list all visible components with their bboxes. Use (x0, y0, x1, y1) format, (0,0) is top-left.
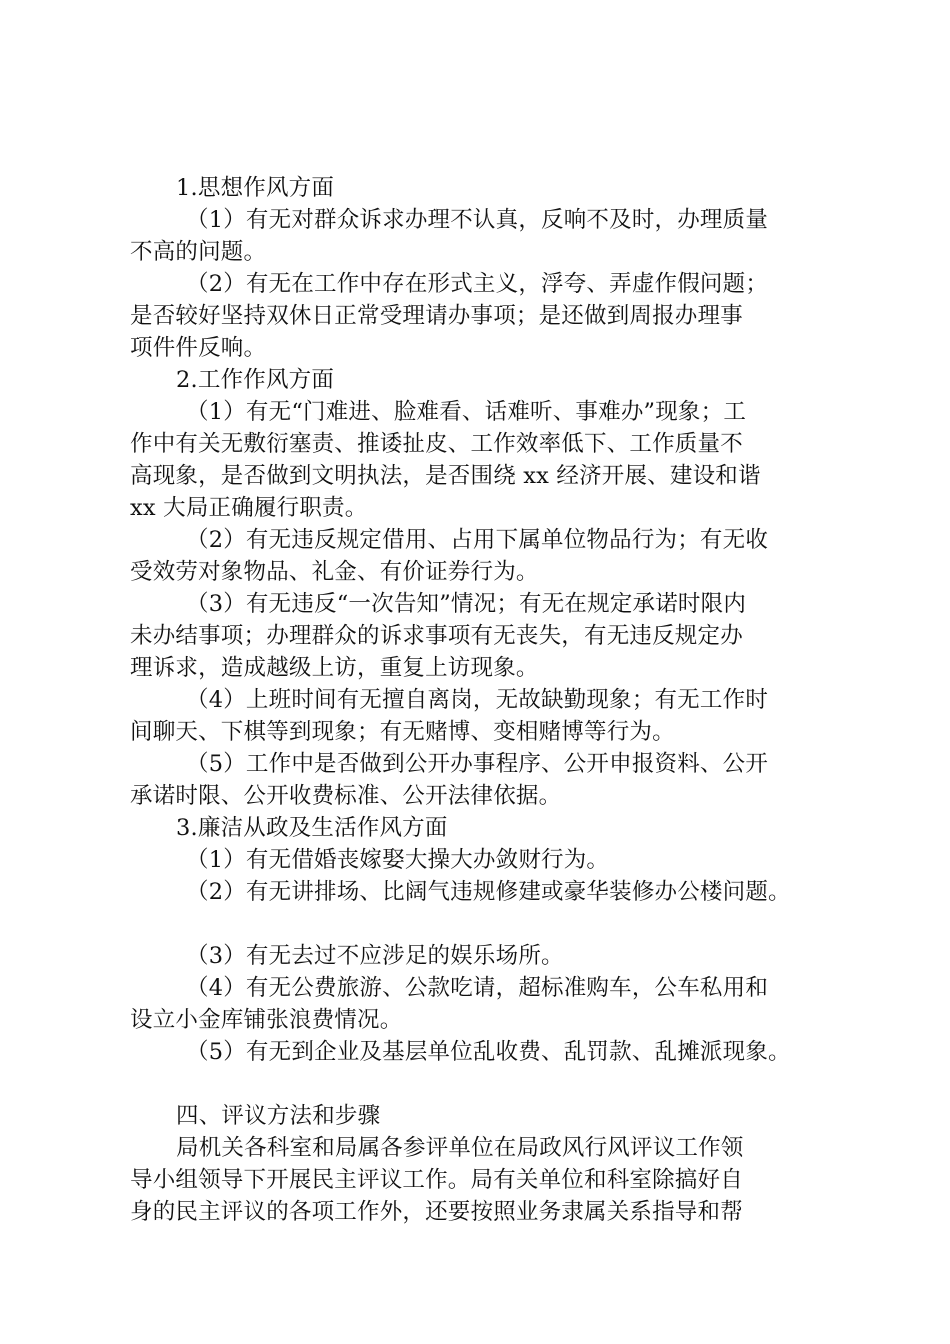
paragraph-line: （1）有无“门难进、脸难看、话难听、事难办”现象；工 (186, 399, 747, 425)
section-heading-2: 2.工作作风方面 (176, 367, 335, 393)
paragraph-line: 导小组领导下开展民主评议工作。局有关单位和科室除搞好自 (130, 1167, 743, 1193)
paragraph-line: （4）上班时间有无擅自离岗，无故缺勤现象；有无工作时 (186, 687, 769, 713)
paragraph-line: 局机关各科室和局属各参评单位在局政风行风评议工作领 (176, 1135, 744, 1161)
section-heading-4: 四、评议方法和步骤 (176, 1103, 381, 1129)
paragraph-line: 身的民主评议的各项工作外，还要按照业务隶属关系指导和帮 (130, 1199, 743, 1225)
paragraph-line: 作中有关无敷衍塞责、推诿扯皮、工作效率低下、工作质量不 (130, 431, 743, 457)
paragraph-line: 设立小金库铺张浪费情况。 (130, 1007, 403, 1033)
paragraph-line: 理诉求，造成越级上访，重复上访现象。 (130, 655, 539, 681)
paragraph-line: 间聊天、下棋等到现象；有无赌博、变相赌博等行为。 (130, 719, 675, 745)
paragraph-line: （2）有无违反规定借用、占用下属单位物品行为；有无收 (186, 527, 769, 553)
paragraph-line: 高现象，是否做到文明执法，是否围绕 xx 经济开展、建设和谐 (130, 463, 761, 489)
paragraph-line: xx 大局正确履行职责。 (130, 495, 368, 521)
paragraph-line: （5）工作中是否做到公开办事程序、公开申报资料、公开 (186, 751, 769, 777)
paragraph-line: （4）有无公费旅游、公款吃请，超标准购车，公车私用和 (186, 975, 769, 1001)
paragraph-line: （3）有无去过不应涉足的娱乐场所。 (186, 943, 564, 969)
paragraph-line: 不高的问题。 (130, 239, 267, 265)
paragraph-line: （2）有无讲排场、比阔气违规修建或豪华装修办公楼问题。 (186, 879, 791, 905)
paragraph-line: （1）有无对群众诉求办理不认真，反响不及时，办理质量 (186, 207, 769, 233)
paragraph-line: （3）有无违反“一次告知”情况；有无在规定承诺时限内 (186, 591, 747, 617)
blank-line (130, 1068, 830, 1100)
paragraph-line: （5）有无到企业及基层单位乱收费、乱罚款、乱摊派现象。 (186, 1039, 791, 1065)
paragraph-line: 未办结事项；办理群众的诉求事项有无丧失，有无违反规定办 (130, 623, 743, 649)
document-body (130, 172, 830, 1228)
paragraph-line: 项件件反响。 (130, 335, 267, 361)
section-heading-1: 1.思想作风方面 (176, 175, 335, 201)
paragraph-line: 承诺时限、公开收费标准、公开法律依据。 (130, 783, 562, 809)
section-heading-3: 3.廉洁从政及生活作风方面 (176, 815, 448, 841)
paragraph-line: 受效劳对象物品、礼金、有价证券行为。 (130, 559, 539, 585)
blank-line (130, 908, 830, 940)
paragraph-line: （1）有无借婚丧嫁娶大操大办敛财行为。 (186, 847, 610, 873)
paragraph-line: 是否较好坚持双休日正常受理请办事项；是还做到周报办理事 (130, 303, 743, 329)
paragraph-line: （2）有无在工作中存在形式主义，浮夸、弄虚作假问题； (186, 271, 769, 297)
